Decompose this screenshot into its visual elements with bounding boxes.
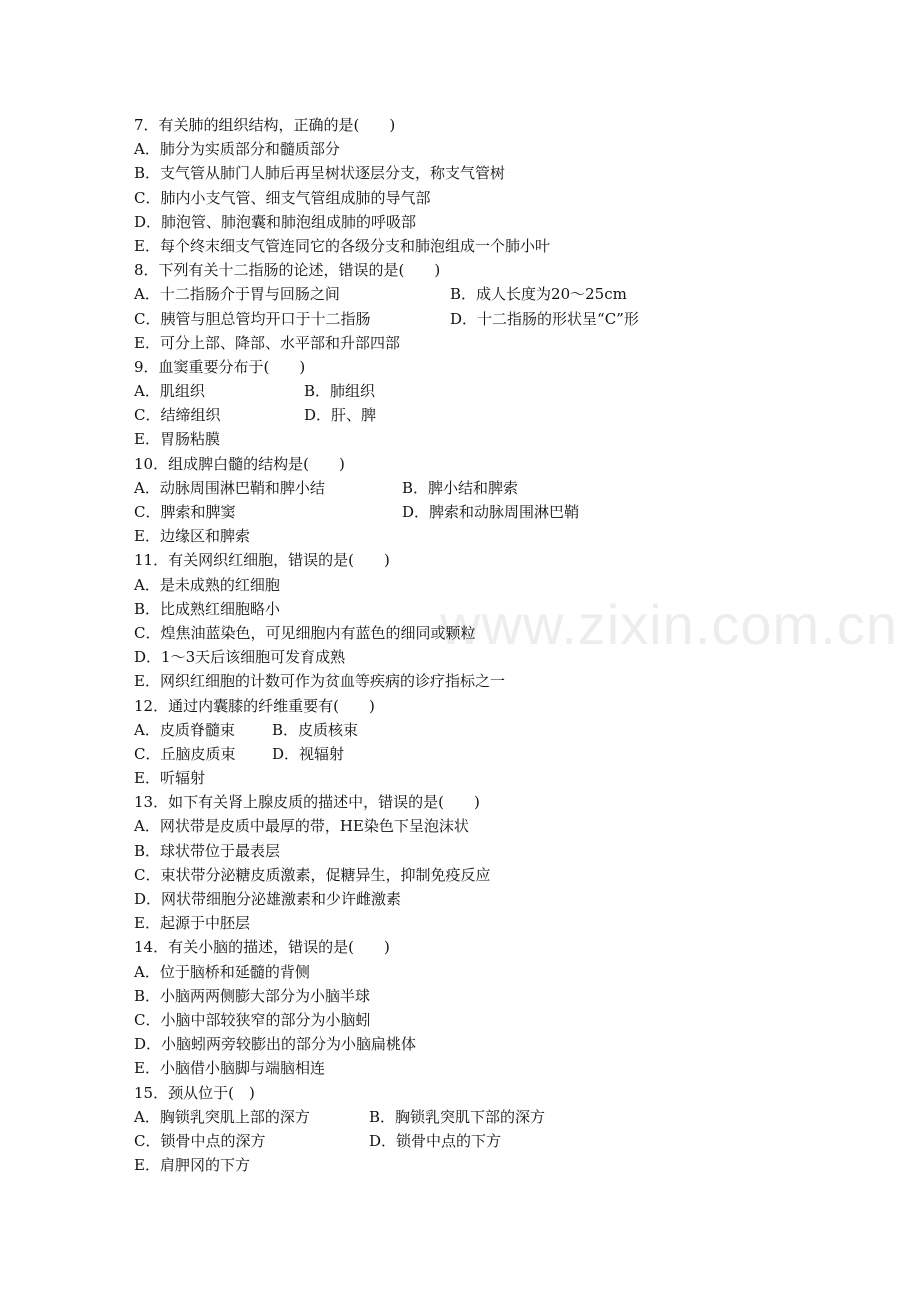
question-10-row-1 [134, 476, 834, 500]
question-13-stem: 13．如下有关肾上腺皮质的描述中，错误的是( ) [134, 793, 480, 812]
question-14-option-d: D．小脑蚓两旁较膨出的部分为小脑扁桃体 [134, 1035, 417, 1054]
question-13-option-e: E．起源于中胚层 [134, 914, 250, 933]
question-9-option-b: B．肺组织 [304, 382, 376, 401]
question-11-option-d: D．1～3天后该细胞可发育成熟 [134, 648, 346, 667]
question-7-stem: 7．有关肺的组织结构，正确的是( ) [134, 116, 396, 134]
question-14-option-b: B．小脑两两侧膨大部分为小脑半球 [134, 986, 371, 1005]
question-15-option-b: B．胸锁乳突肌下部的深方 [369, 1107, 546, 1126]
question-9-row-1 [134, 379, 834, 403]
question-8-option-a: A．十二指肠介于胃与回肠之间 [134, 285, 340, 304]
question-10-row-2 [134, 500, 834, 524]
question-sheet [134, 113, 834, 1177]
question-15-option-a: A．胸锁乳突肌上部的深方 [134, 1107, 310, 1126]
question-14-option-a: A．位于脑桥和延髓的背侧 [134, 962, 310, 981]
question-15-option-d: D．锁骨中点的下方 [369, 1131, 502, 1150]
question-9-option-e: E．胃肠粘膜 [134, 430, 220, 449]
question-7-option-a: A．肺分为实质部分和髓质部分 [134, 140, 340, 159]
question-8-option-c: C．胰管与胆总管均开口于十二指肠 [134, 309, 371, 328]
question-10-option-b: B．脾小结和脾索 [402, 478, 519, 497]
question-15-row-2 [134, 1129, 834, 1153]
question-11-option-e: E．网织红细胞的计数可作为贫血等疾病的诊疗指标之一 [134, 672, 505, 691]
question-9-option-d: D．肝、脾 [304, 406, 377, 425]
question-10-stem: 10．组成脾白髓的结构是( ) [134, 454, 345, 473]
question-8-option-b: B．成人长度为20～25cm [450, 285, 627, 304]
question-12-option-c: C．丘脑皮质束 [134, 744, 236, 763]
question-10-option-a: A．动脉周围淋巴鞘和脾小结 [134, 478, 325, 497]
question-9-option-a: A．肌组织 [134, 382, 205, 401]
question-10-option-d: D．脾索和动脉周围淋巴鞘 [402, 503, 580, 521]
question-7-option-d: D．肺泡管、肺泡囊和肺泡组成肺的呼吸部 [134, 212, 417, 231]
question-14-option-e: E．小脑借小脑脚与端脑相连 [134, 1059, 325, 1078]
question-13-option-a: A．网状带是皮质中最厚的带，HE染色下呈泡沫状 [134, 817, 469, 836]
question-11-stem: 11．有关网织红细胞，错误的是( ) [134, 551, 390, 570]
question-13-option-c: C．束状带分泌糖皮质激素，促糖异生，抑制免疫反应 [134, 865, 491, 884]
question-10-option-c: C．脾索和脾窦 [134, 503, 236, 521]
question-12-option-a: A．皮质脊髓束 [134, 720, 235, 739]
question-12-option-e: E．听辐射 [134, 769, 205, 788]
question-7-option-c: C．肺内小支气管、细支气管组成肺的导气部 [134, 188, 431, 207]
question-13-option-d: D．网状带细胞分泌雄激素和少许雌激素 [134, 890, 402, 908]
question-8-stem: 8．下列有关十二指肠的论述，错误的是( ) [134, 261, 441, 280]
question-12-option-b: B．皮质核束 [272, 720, 359, 739]
question-11-option-c: C．煌焦油蓝染色，可见细胞内有蓝色的细同或颗粒 [134, 623, 476, 642]
question-13-option-b: B．球状带位于最表层 [134, 841, 281, 860]
question-15-option-e: E．肩胛冈的下方 [134, 1156, 250, 1175]
question-9-row-2 [134, 403, 834, 427]
question-11-option-b: B．比成熟红细胞略小 [134, 599, 281, 618]
question-8-option-d: D．十二指肠的形状呈“C”形 [450, 309, 639, 328]
question-12-row-2 [134, 742, 834, 766]
question-15-stem: 15．颈从位于( ) [134, 1083, 255, 1102]
question-12-option-d: D．视辐射 [272, 744, 345, 763]
question-7-option-e: E．每个终末细支气管连同它的各级分支和肺泡组成一个肺小叶 [134, 236, 550, 255]
question-14-option-c: C．小脑中部较狭窄的部分为小脑蚓 [134, 1010, 371, 1029]
question-15-option-c: C．锁骨中点的深方 [134, 1131, 266, 1150]
watermark: www.zixin.com.cn [440, 593, 898, 656]
question-12-row-1 [134, 718, 834, 742]
question-12-stem: 12．通过内囊膝的纤维重要有( ) [134, 696, 375, 715]
question-8-row-1 [134, 282, 834, 306]
question-10-option-e: E．边缘区和脾索 [134, 527, 250, 546]
question-11-option-a: A．是未成熟的红细胞 [134, 575, 280, 594]
question-9-stem: 9．血窦重要分布于( ) [134, 357, 306, 376]
question-8-option-e: E．可分上部、降部、水平部和升部四部 [134, 333, 400, 352]
question-7-option-b: B．支气管从肺门人肺后再呈树状逐层分支，称支气管树 [134, 164, 506, 183]
question-14-stem: 14．有关小脑的描述，错误的是( ) [134, 938, 390, 957]
question-8-row-2 [134, 307, 834, 331]
question-15-row-1 [134, 1105, 834, 1129]
question-9-option-c: C．结缔组织 [134, 406, 221, 425]
